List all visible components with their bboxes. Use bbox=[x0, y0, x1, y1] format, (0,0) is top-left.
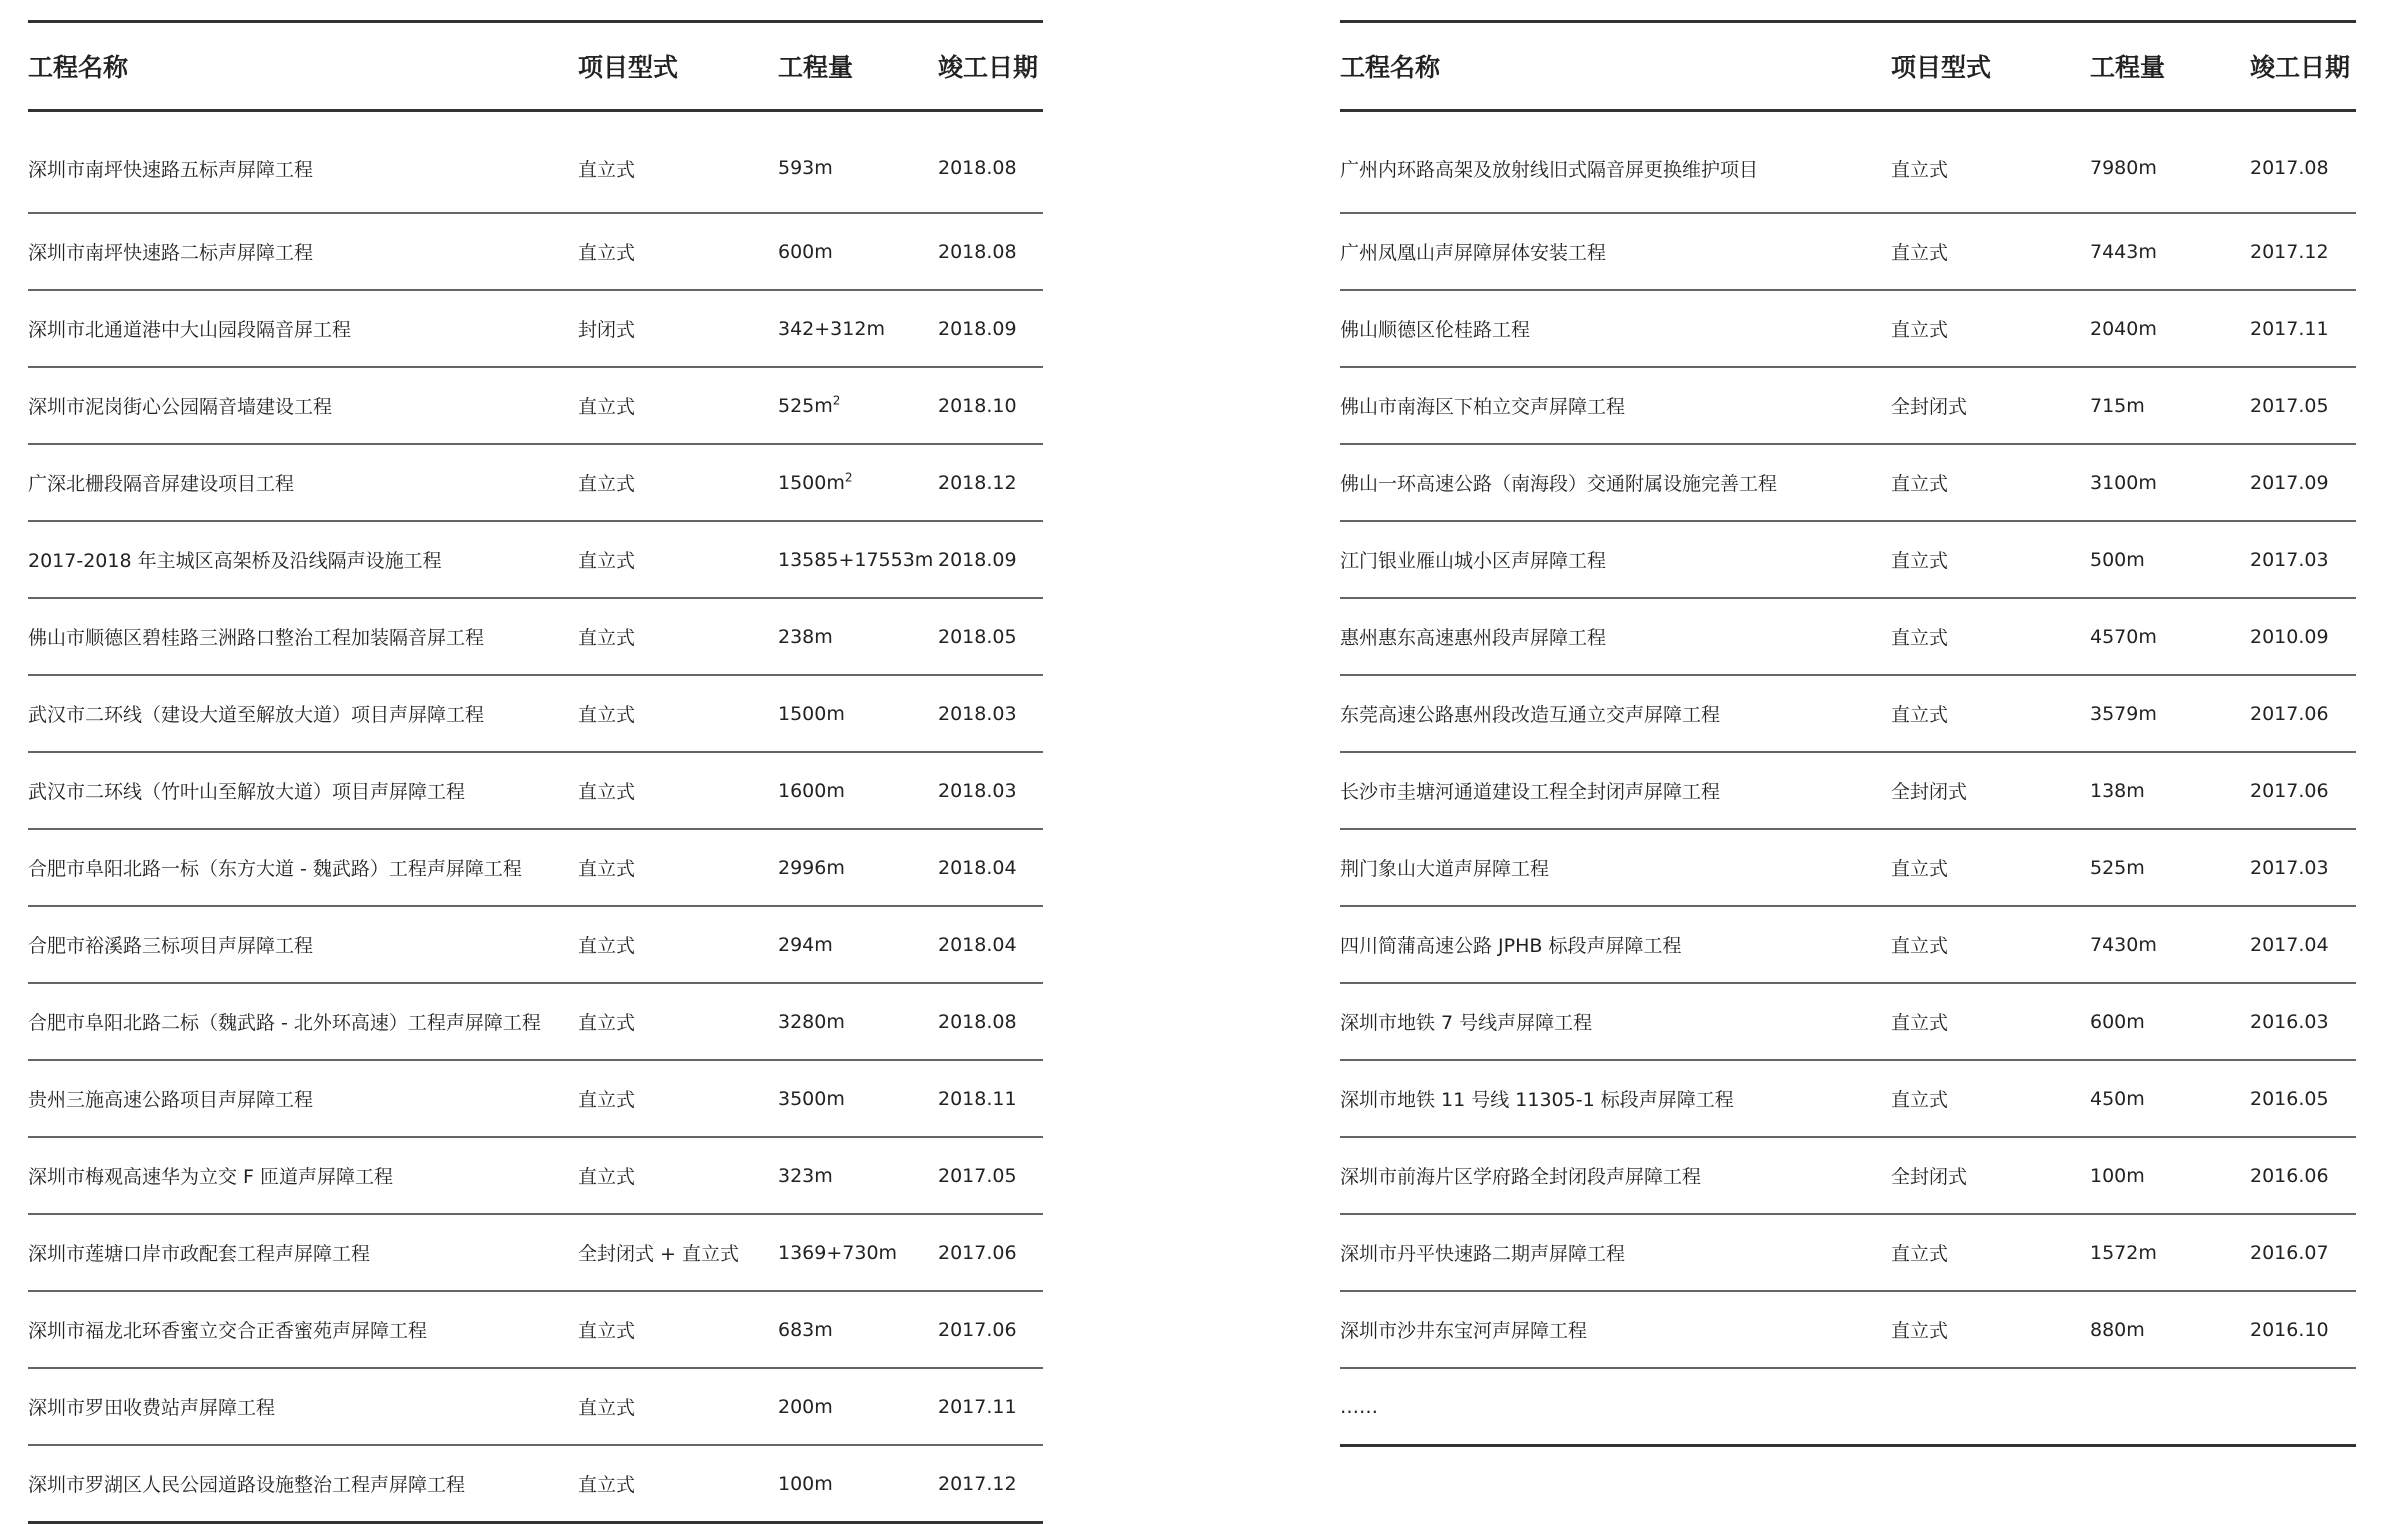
project-type-cell: 直立式 bbox=[1891, 627, 1949, 649]
quantity-cell: 3579m bbox=[2090, 702, 2157, 725]
completion-date-cell: 2017.06 bbox=[938, 1241, 1017, 1264]
quantity-cell: 238m bbox=[778, 625, 833, 648]
completion-date-cell: 2018.05 bbox=[938, 625, 1017, 648]
project-type-cell: 直立式 bbox=[1891, 858, 1949, 880]
completion-date-cell: 2017.04 bbox=[2250, 933, 2329, 956]
project-type-cell: 直立式 bbox=[578, 1166, 636, 1188]
table-row bbox=[1340, 1061, 2356, 1138]
completion-date-cell: 2018.12 bbox=[938, 471, 1017, 494]
table-row bbox=[28, 753, 1043, 830]
project-type-cell: 直立式 bbox=[578, 781, 636, 803]
quantity-superscript: 2 bbox=[832, 393, 841, 408]
project-name-cell: 佛山顺德区伦桂路工程 bbox=[1340, 319, 1531, 341]
completion-date-cell: 2016.07 bbox=[2250, 1241, 2329, 1264]
right-table-body bbox=[1340, 114, 2356, 1447]
table-row bbox=[28, 1215, 1043, 1292]
table-row bbox=[1340, 599, 2356, 676]
quantity-cell: 525m bbox=[2090, 856, 2145, 879]
project-name-cell: 深圳市罗湖区人民公园道路设施整治工程声屏障工程 bbox=[28, 1474, 466, 1496]
project-type-cell: 直立式 bbox=[1891, 319, 1949, 341]
project-name-cell: 武汉市二环线（建设大道至解放大道）项目声屏障工程 bbox=[28, 704, 485, 726]
project-type-cell: 直立式 bbox=[578, 396, 636, 418]
quantity-cell: 323m bbox=[778, 1164, 833, 1187]
completion-date-cell: 2018.10 bbox=[938, 394, 1017, 417]
project-name-cell: 深圳市福龙北环香蜜立交合正香蜜苑声屏障工程 bbox=[28, 1320, 428, 1342]
project-type-cell: 直立式 bbox=[578, 473, 636, 495]
quantity-cell: 13585+17553m bbox=[778, 548, 934, 571]
quantity-cell: 1500m bbox=[778, 702, 845, 725]
project-name-cell: 深圳市梅观高速华为立交 F 匝道声屏障工程 bbox=[28, 1166, 394, 1188]
project-name-cell: 荆门象山大道声屏障工程 bbox=[1340, 858, 1550, 880]
completion-date-cell: 2017.03 bbox=[2250, 548, 2329, 571]
completion-date-cell: 2017.06 bbox=[2250, 702, 2329, 725]
header-type: 项目型式 bbox=[1891, 53, 1992, 82]
project-type-cell: 直立式 bbox=[1891, 935, 1949, 957]
project-name-cell: 深圳市罗田收费站声屏障工程 bbox=[28, 1397, 276, 1419]
completion-date-cell: 2016.03 bbox=[2250, 1010, 2329, 1033]
quantity-cell: 2996m bbox=[778, 856, 845, 879]
project-type-cell: 直立式 bbox=[578, 935, 636, 957]
table-row bbox=[1340, 1369, 2356, 1447]
table-row bbox=[28, 368, 1043, 445]
quantity-cell: 3100m bbox=[2090, 471, 2157, 494]
table-row bbox=[1340, 368, 2356, 445]
project-name-cell: 东莞高速公路惠州段改造互通立交声屏障工程 bbox=[1340, 704, 1721, 726]
project-type-cell: 直立式 bbox=[1891, 1243, 1949, 1265]
completion-date-cell: 2017.08 bbox=[2250, 157, 2329, 179]
header-date: 竣工日期 bbox=[2250, 53, 2351, 82]
table-row bbox=[28, 1061, 1043, 1138]
project-name-cell: 长沙市圭塘河通道建设工程全封闭声屏障工程 bbox=[1340, 781, 1721, 803]
table-row bbox=[28, 984, 1043, 1061]
quantity-cell: 342+312m bbox=[778, 317, 885, 340]
project-type-cell: 直立式 bbox=[578, 1089, 636, 1111]
quantity-cell: 593m bbox=[778, 157, 833, 179]
completion-date-cell: 2018.09 bbox=[938, 317, 1017, 340]
project-type-cell: 直立式 bbox=[1891, 1012, 1949, 1034]
quantity-cell: 600m bbox=[2090, 1010, 2145, 1033]
completion-date-cell: 2017.09 bbox=[2250, 471, 2329, 494]
project-name-cell: 贵州三施高速公路项目声屏障工程 bbox=[28, 1089, 314, 1111]
project-type-cell: 封闭式 bbox=[578, 319, 636, 341]
table-row bbox=[1340, 445, 2356, 522]
project-name-cell: 深圳市前海片区学府路全封闭段声屏障工程 bbox=[1340, 1166, 1702, 1188]
right-table bbox=[1340, 20, 2356, 1447]
table-row bbox=[28, 1369, 1043, 1446]
quantity-cell: 525m bbox=[778, 394, 833, 417]
project-name-cell: 深圳市莲塘口岸市政配套工程声屏障工程 bbox=[28, 1243, 371, 1265]
project-name-cell: 深圳市地铁 7 号线声屏障工程 bbox=[1340, 1012, 1593, 1034]
project-name-cell: 佛山一环高速公路（南海段）交通附属设施完善工程 bbox=[1340, 473, 1778, 495]
project-name-cell: 合肥市阜阳北路一标（东方大道 - 魏武路）工程声屏障工程 bbox=[28, 858, 522, 880]
table-row bbox=[1340, 1215, 2356, 1292]
quantity-cell: 1369+730m bbox=[778, 1241, 898, 1264]
project-name-cell: 武汉市二环线（竹叶山至解放大道）项目声屏障工程 bbox=[28, 781, 466, 803]
completion-date-cell: 2017.05 bbox=[938, 1164, 1017, 1187]
quantity-cell: 138m bbox=[2090, 779, 2145, 802]
project-name-cell: 合肥市阜阳北路二标（魏武路 - 北外环高速）工程声屏障工程 bbox=[28, 1012, 541, 1034]
project-name-cell: 深圳市南坪快速路二标声屏障工程 bbox=[28, 242, 314, 264]
header-date: 竣工日期 bbox=[938, 53, 1039, 82]
quantity-cell: 3500m bbox=[778, 1087, 845, 1110]
table-row bbox=[28, 599, 1043, 676]
table-row bbox=[1340, 676, 2356, 753]
table-row bbox=[28, 1446, 1043, 1524]
table-row bbox=[28, 522, 1043, 599]
project-name-cell: 合肥市裕溪路三标项目声屏障工程 bbox=[28, 935, 314, 957]
header-quantity: 工程量 bbox=[778, 53, 854, 82]
quantity-cell: 715m bbox=[2090, 394, 2145, 417]
project-name-cell: 深圳市泥岗街心公园隔音墙建设工程 bbox=[28, 396, 333, 418]
quantity-cell: 294m bbox=[778, 933, 833, 956]
quantity-cell: 7430m bbox=[2090, 933, 2157, 956]
project-type-cell: 直立式 bbox=[1891, 473, 1949, 495]
project-type-cell: 全封闭式 bbox=[1891, 781, 1968, 803]
project-type-cell: 直立式 bbox=[578, 242, 636, 264]
project-name-cell: 广深北栅段隔音屏建设项目工程 bbox=[28, 473, 295, 495]
project-name-cell: 四川简蒲高速公路 JPHB 标段声屏障工程 bbox=[1340, 935, 1682, 957]
table-row bbox=[28, 830, 1043, 907]
table-row bbox=[28, 1138, 1043, 1215]
project-type-cell: 全封闭式 bbox=[1891, 396, 1968, 418]
project-name-cell: 2017-2018 年主城区高架桥及沿线隔声设施工程 bbox=[28, 550, 442, 572]
header-type: 项目型式 bbox=[578, 53, 679, 82]
quantity-cell: 880m bbox=[2090, 1318, 2145, 1341]
completion-date-cell: 2018.08 bbox=[938, 1010, 1017, 1033]
completion-date-cell: 2017.11 bbox=[2250, 317, 2329, 340]
table-row bbox=[28, 214, 1043, 291]
project-type-cell: 直立式 bbox=[578, 1474, 636, 1496]
project-type-cell: 直立式 bbox=[1891, 550, 1949, 572]
project-type-cell: 直立式 bbox=[578, 1397, 636, 1419]
project-type-cell: 全封闭式 bbox=[1891, 1166, 1968, 1188]
header-name: 工程名称 bbox=[1340, 53, 1441, 82]
completion-date-cell: 2016.05 bbox=[2250, 1087, 2329, 1110]
quantity-superscript: 2 bbox=[844, 470, 853, 485]
completion-date-cell: 2018.08 bbox=[938, 240, 1017, 263]
project-type-cell: 直立式 bbox=[578, 858, 636, 880]
table-row bbox=[1340, 114, 2356, 214]
quantity-cell: 4570m bbox=[2090, 625, 2157, 648]
completion-date-cell: 2018.04 bbox=[938, 933, 1017, 956]
completion-date-cell: 2016.06 bbox=[2250, 1164, 2329, 1187]
completion-date-cell: 2017.12 bbox=[2250, 240, 2329, 263]
quantity-cell: 200m bbox=[778, 1395, 833, 1418]
quantity-cell: 3280m bbox=[778, 1010, 845, 1033]
left-table bbox=[28, 20, 1043, 1524]
completion-date-cell: 2016.10 bbox=[2250, 1318, 2329, 1341]
completion-date-cell: 2017.06 bbox=[2250, 779, 2329, 802]
completion-date-cell: 2017.03 bbox=[2250, 856, 2329, 879]
project-type-cell: 直立式 bbox=[1891, 242, 1949, 264]
completion-date-cell: 2017.06 bbox=[938, 1318, 1017, 1341]
quantity-cell: 600m bbox=[778, 240, 833, 263]
left-table-body bbox=[28, 114, 1043, 1524]
project-type-cell: 直立式 bbox=[578, 1320, 636, 1342]
project-name-cell: 江门银业雁山城小区声屏障工程 bbox=[1340, 550, 1607, 572]
table-row bbox=[1340, 214, 2356, 291]
project-name-cell: 深圳市地铁 11 号线 11305-1 标段声屏障工程 bbox=[1340, 1089, 1734, 1111]
project-type-cell: 直立式 bbox=[1891, 1089, 1949, 1111]
project-name-cell: …… bbox=[1340, 1395, 1378, 1418]
table-row bbox=[1340, 522, 2356, 599]
project-type-cell: 直立式 bbox=[1891, 158, 1949, 181]
table-row bbox=[1340, 984, 2356, 1061]
table-row bbox=[1340, 1292, 2356, 1369]
table-row bbox=[28, 291, 1043, 368]
table-row bbox=[1340, 907, 2356, 984]
quantity-cell: 450m bbox=[2090, 1087, 2145, 1110]
completion-date-cell: 2017.05 bbox=[2250, 394, 2329, 417]
completion-date-cell: 2018.08 bbox=[938, 157, 1017, 179]
project-name-cell: 深圳市北通道港中大山园段隔音屏工程 bbox=[28, 319, 352, 341]
table-row bbox=[1340, 753, 2356, 830]
quantity-cell: 100m bbox=[2090, 1164, 2145, 1187]
quantity-cell: 2040m bbox=[2090, 317, 2157, 340]
project-name-cell: 惠州惠东高速惠州段声屏障工程 bbox=[1340, 627, 1607, 649]
project-type-cell: 直立式 bbox=[578, 704, 636, 726]
project-name-cell: 广州凤凰山声屏障屏体安装工程 bbox=[1340, 242, 1607, 264]
header-quantity: 工程量 bbox=[2090, 53, 2166, 82]
table-row bbox=[28, 676, 1043, 753]
project-name-cell: 广州内环路高架及放射线旧式隔音屏更换维护项目 bbox=[1340, 158, 1759, 181]
completion-date-cell: 2017.12 bbox=[938, 1472, 1017, 1495]
project-type-cell: 全封闭式 + 直立式 bbox=[578, 1243, 739, 1265]
quantity-cell-wrap bbox=[778, 395, 938, 417]
table-row bbox=[1340, 830, 2356, 907]
table-row bbox=[1340, 1138, 2356, 1215]
table-row bbox=[28, 907, 1043, 984]
project-name-cell: 深圳市沙井东宝河声屏障工程 bbox=[1340, 1320, 1588, 1342]
completion-date-cell: 2010.09 bbox=[2250, 625, 2329, 648]
completion-date-cell: 2018.03 bbox=[938, 779, 1017, 802]
table-row bbox=[28, 445, 1043, 522]
quantity-cell: 7980m bbox=[2090, 157, 2157, 179]
table-row bbox=[1340, 291, 2356, 368]
quantity-cell: 500m bbox=[2090, 548, 2145, 571]
project-name-cell: 佛山市顺德区碧桂路三洲路口整治工程加装隔音屏工程 bbox=[28, 627, 485, 649]
project-type-cell: 直立式 bbox=[1891, 704, 1949, 726]
right-table-header bbox=[1340, 20, 2356, 112]
completion-date-cell: 2018.04 bbox=[938, 856, 1017, 879]
project-type-cell: 直立式 bbox=[1891, 1320, 1949, 1342]
completion-date-cell: 2017.11 bbox=[938, 1395, 1017, 1418]
quantity-cell-wrap bbox=[778, 472, 938, 494]
quantity-cell: 683m bbox=[778, 1318, 833, 1341]
table-row bbox=[28, 114, 1043, 214]
project-name-cell: 深圳市丹平快速路二期声屏障工程 bbox=[1340, 1243, 1626, 1265]
header-name: 工程名称 bbox=[28, 53, 129, 82]
left-table-header bbox=[28, 20, 1043, 112]
completion-date-cell: 2018.09 bbox=[938, 548, 1017, 571]
quantity-cell: 7443m bbox=[2090, 240, 2157, 263]
project-name-cell: 佛山市南海区下柏立交声屏障工程 bbox=[1340, 396, 1626, 418]
project-name-cell: 深圳市南坪快速路五标声屏障工程 bbox=[28, 158, 314, 181]
completion-date-cell: 2018.03 bbox=[938, 702, 1017, 725]
quantity-cell: 1500m bbox=[778, 471, 845, 494]
project-type-cell: 直立式 bbox=[578, 627, 636, 649]
completion-date-cell: 2018.11 bbox=[938, 1087, 1017, 1110]
project-type-cell: 直立式 bbox=[578, 550, 636, 572]
quantity-cell: 100m bbox=[778, 1472, 833, 1495]
project-type-cell: 直立式 bbox=[578, 1012, 636, 1034]
quantity-cell: 1572m bbox=[2090, 1241, 2157, 1264]
table-row bbox=[28, 1292, 1043, 1369]
quantity-cell: 1600m bbox=[778, 779, 845, 802]
project-type-cell: 直立式 bbox=[578, 158, 636, 181]
